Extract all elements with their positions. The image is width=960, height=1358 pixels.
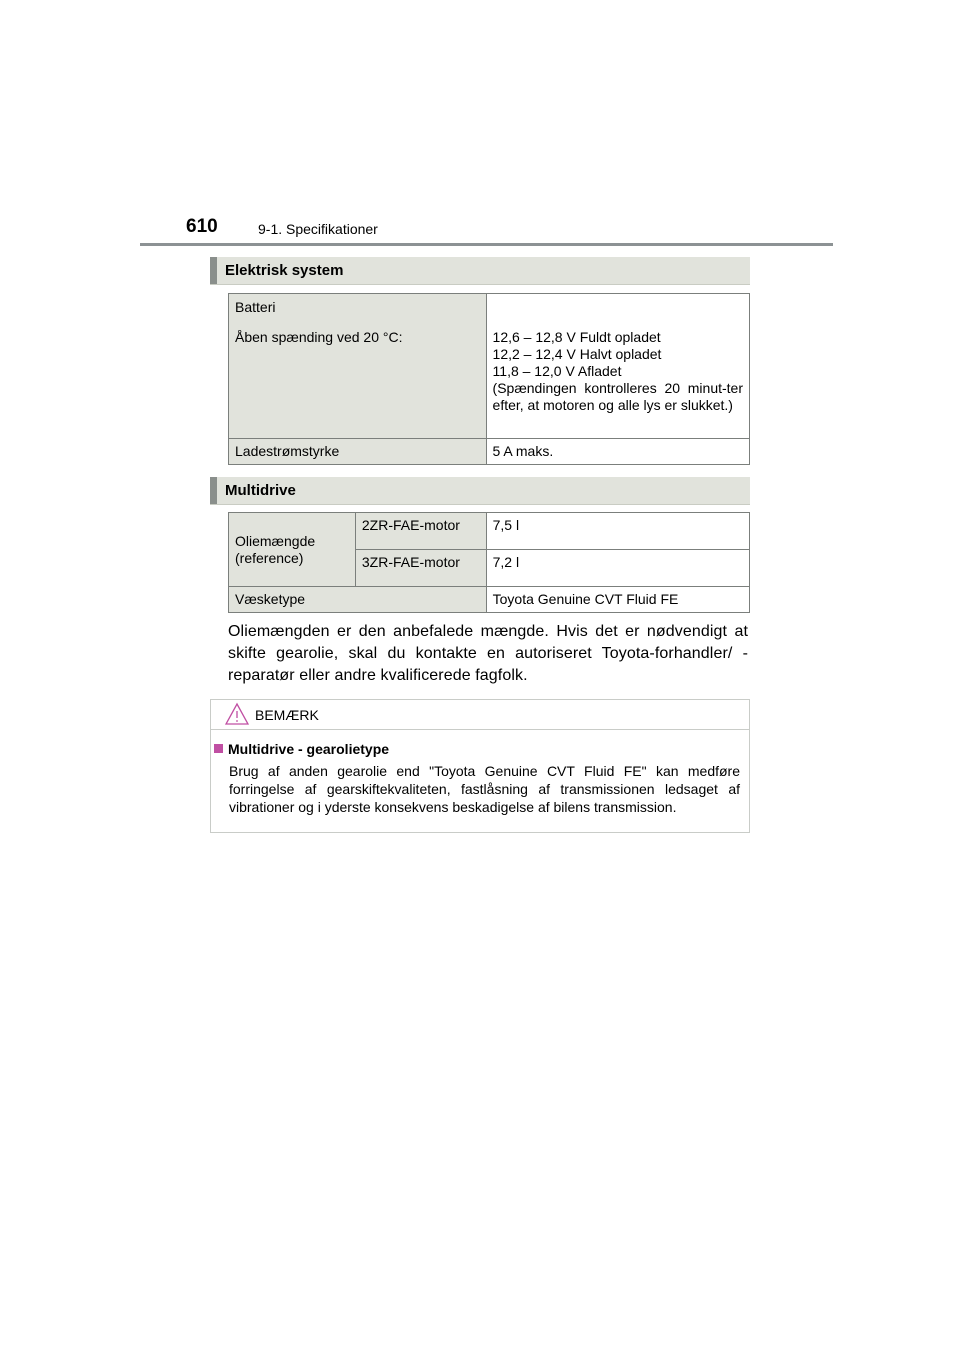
heading-accent-bar bbox=[210, 477, 217, 504]
electrical-section-heading bbox=[210, 257, 750, 285]
table-row bbox=[229, 513, 750, 550]
page-number: 610 bbox=[186, 216, 218, 237]
charge-label: Ladestrømstyrke bbox=[229, 439, 487, 465]
battery-value-cell bbox=[486, 294, 749, 439]
section-title: 9-1. Specifikationer bbox=[258, 221, 378, 237]
multidrive-section-heading bbox=[210, 477, 750, 505]
battery-label-cell bbox=[229, 294, 487, 439]
engine-cell: 2ZR-FAE-motor bbox=[355, 513, 486, 550]
amount-cell: 7,2 l bbox=[486, 550, 749, 587]
warning-triangle-icon bbox=[225, 702, 249, 726]
voltage-line: 11,8 – 12,0 V Afladet bbox=[492, 363, 622, 379]
table-row bbox=[229, 294, 750, 439]
voltage-note: (Spændingen kontrolleres 20 minut-ter efter, at motoren og alle lys er slukket.) bbox=[492, 380, 743, 413]
body-paragraph: Oliemængden er den anbefalede mængde. Hvis det er nødvendigt at skifte gearolie, skal du kontakte en autoriseret Toyota-forhandler/ -reparatør eller andre kvalificerede fagfolk. bbox=[228, 623, 748, 684]
amount-cell: 7,5 l bbox=[486, 513, 749, 550]
voltage-line: 12,6 – 12,8 V Fuldt opladet bbox=[492, 329, 661, 345]
table-row bbox=[229, 439, 750, 465]
heading-accent-bar bbox=[210, 257, 217, 284]
notice-title: BEMÆRK bbox=[255, 707, 319, 723]
notice-box bbox=[210, 699, 750, 833]
bullet-square-icon bbox=[214, 744, 223, 753]
electrical-heading-text: Elektrisk system bbox=[225, 262, 344, 279]
header-divider bbox=[140, 243, 833, 246]
notice-subtitle: Multidrive - gearolietype bbox=[228, 741, 390, 757]
oil-quantity-label: Oliemængde (reference) bbox=[229, 513, 356, 587]
fluid-type-label: Væsketype bbox=[229, 587, 487, 613]
engine-cell: 3ZR-FAE-motor bbox=[355, 550, 486, 587]
multidrive-heading-text: Multidrive bbox=[225, 482, 296, 499]
fluid-type-value: Toyota Genuine CVT Fluid FE bbox=[486, 587, 749, 613]
notice-text: Brug af anden gearolie end "Toyota Genuine CVT Fluid FE" kan medføre forringelse af gearskiftekvaliteten, fastlåsning af transmissionen ledsaget af vibrationer og i yderste konsekvens beskadigelse af bilens transmission. bbox=[229, 763, 740, 815]
notice-header bbox=[211, 700, 749, 730]
charge-value: 5 A maks. bbox=[486, 439, 749, 465]
battery-label: Batteri bbox=[235, 299, 276, 315]
electrical-spec-table bbox=[228, 293, 750, 465]
multidrive-spec-table bbox=[228, 512, 750, 613]
table-row bbox=[229, 587, 750, 613]
voltage-label: Åben spænding ved 20 °C: bbox=[235, 329, 403, 345]
voltage-line: 12,2 – 12,4 V Halvt opladet bbox=[492, 346, 662, 362]
